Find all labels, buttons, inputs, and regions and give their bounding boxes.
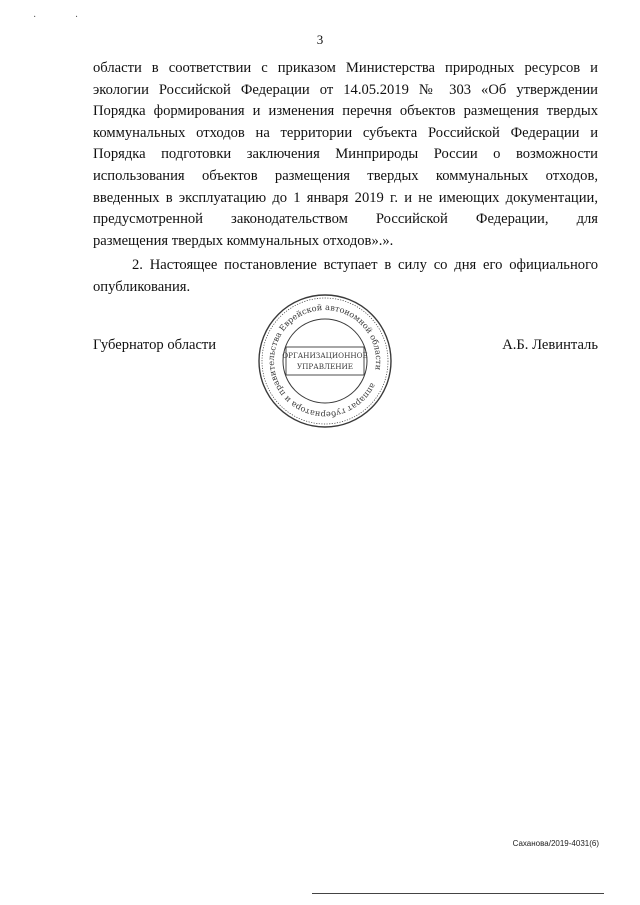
text-line: введенных в эксплуатацию до 1 января 2019 г. и не имеющих документации, [93, 189, 598, 206]
page-number: 3 [316, 32, 324, 47]
text-line: коммунальных отходов на территории субъекта Российской Федерации и [93, 124, 598, 141]
text-line: опубликования. [93, 278, 191, 295]
seal-outer-ring [259, 295, 391, 427]
seal-inner-ring [283, 319, 367, 403]
signatory-name: А.Б. Левинталь [502, 337, 598, 353]
seal-center-line-2: УПРАВЛЕНИЕ [296, 362, 354, 371]
seal-center-line-1: ОРГАНИЗАЦИОННОЕ [282, 351, 368, 360]
bottom-rule [312, 893, 604, 894]
scan-specks: · · [33, 12, 97, 23]
text-line: предусмотренной законодательством Российской Федерации, для [93, 211, 598, 228]
text-line: размещения твердых коммунальных отходов».». [93, 232, 394, 249]
text-line: 2. Настоящее постановление вступает в силу со дня его официального [132, 257, 598, 274]
signatory-title: Губернатор области [93, 337, 217, 353]
document-reference-code: Саханова/2019-4031(6) [512, 839, 599, 848]
document-body [93, 58, 598, 299]
text-line: Порядка формирования и изменения перечня объектов размещения твердых [93, 103, 598, 120]
seal-ring-text: аппарат губернатора и правительства Еврейской автономной области [265, 301, 385, 421]
text-line: области в соответствии с приказом Министерства природных ресурсов и [93, 60, 598, 76]
text-line: Порядка подготовки заключения Минприроды России о возможности [93, 146, 598, 163]
seal-dotted-ring [262, 298, 388, 424]
text-line: экологии Российской Федерации от 14.05.2019 № 303 «Об утверждении [93, 81, 598, 98]
paragraph-1 [93, 58, 598, 252]
official-seal-stamp [256, 292, 394, 430]
text-line: использования объектов размещения твердых коммунальных отходов, [93, 167, 598, 184]
